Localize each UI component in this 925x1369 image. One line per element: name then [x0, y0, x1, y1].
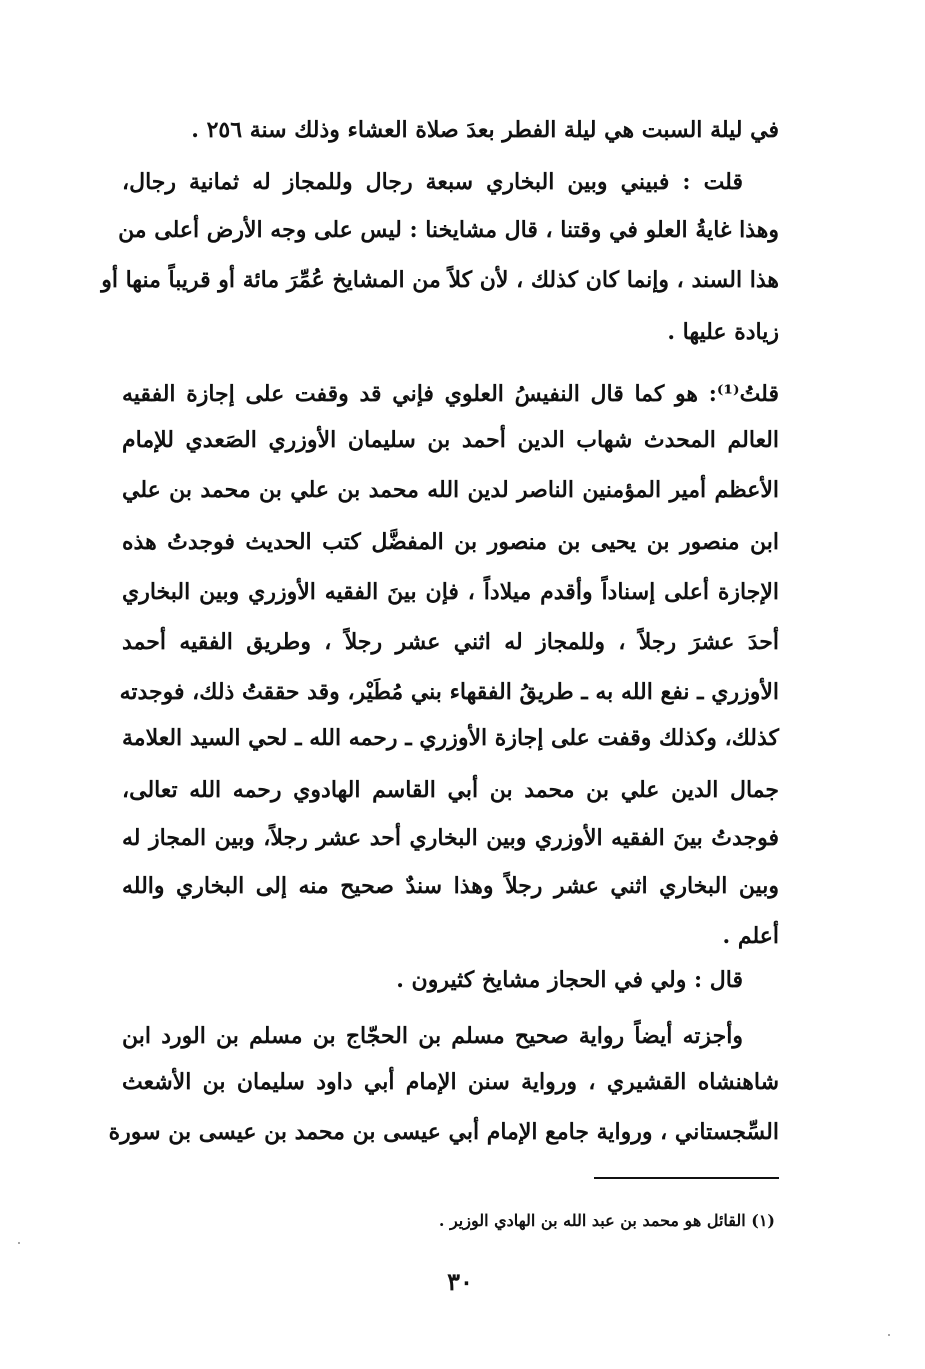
text-line: كذلك، وكذلك وقفت على إجازة الأوزري ـ رحمه الله ـ لحي السيد العلامة [122, 725, 779, 751]
text-line: فوجدتُ بينَ الفقيه الأوزري وبين البخاري أحد عشر رجلاً، وبين المجاز له [122, 825, 779, 851]
footnote: (١) القائل هو محمد بن عبد الله بن الهادي الوزير . [438, 1211, 775, 1230]
scan-speck [18, 1242, 20, 1244]
page-number: ٣٠ [447, 1267, 473, 1296]
text-line: الإجازة أعلى إسناداً وأقدم ميلاداً ، فإن بينَ الفقيه الأوزري وبين البخاري [122, 579, 779, 605]
text-line: قال : ولي في الحجاز مشايخ كثيرون . [396, 967, 743, 993]
text-line: في ليلة السبت هي ليلة الفطر بعدَ صلاة العشاء وذلك سنة ٢٥٦ . [191, 117, 779, 143]
text-line: جمال الدين علي بن محمد بن أبي القاسم الهادوي رحمه الله تعالى، [122, 777, 779, 803]
scan-speck [888, 1334, 890, 1336]
text-line: زيادة عليها . [667, 319, 779, 345]
text-line: وأجزته أيضاً رواية صحيح مسلم بن الحجّاج بن مسلم بن الورد ابن [122, 1023, 743, 1049]
footnote-separator [594, 1177, 779, 1179]
text-line: ابن منصور بن يحيى بن منصور بن المفضَّل كتب الحديث فوجدتُ هذه [122, 529, 779, 555]
text-line: أحدَ عشرَ رجلاً ، وللمجاز له اثني عشر رجلاً ، وطريق الفقيه أحمد [122, 629, 779, 655]
text-line: قلت : فبيني وبين البخاري سبعة رجال وللمجاز له ثمانية رجال، [122, 169, 743, 195]
text-line: هذا السند ، وإنما كان كذلك ، لأن كلاً من المشايخ عُمِّرَ مائة أو قريباً منها أو [101, 267, 779, 293]
text-line: السِّجستاني ، ورواية جامع الإمام أبي عيسى بن محمد بن عيسى بن سورة [108, 1119, 779, 1145]
text-line: الأعظم أمير المؤمنين الناصر لدين الله محمد بن علي بن محمد بن علي [122, 477, 779, 503]
text-line: وبين البخاري اثني عشر رجلاً وهذا سندٌ صحيح منه إلى البخاري والله [122, 873, 779, 899]
text-line: شاهنشاه القشيري ، ورواية سنن الإمام أبي داود سليمان بن الأشعث [122, 1069, 779, 1095]
text-line: العالم المحدث شهاب الدين أحمد بن سليمان الأوزري الصَعدي للإمام [122, 427, 779, 453]
text-line: الأوزري ـ نفع الله به ـ طريقُ الفقهاء بني مُطَيْر، وقد حققتُ ذلك، فوجدته [119, 679, 779, 705]
text-line: قلتُ⁽¹⁾: هو كما قال النفيسُ العلوي فإني قد وقفت على إجازة الفقيه [122, 381, 779, 407]
text-line: أعلم . [722, 923, 779, 949]
text-line: وهذا غايةُ العلو في وقتنا ، قال مشايخنا : ليس على وجه الأرض أعلى من [118, 217, 779, 243]
